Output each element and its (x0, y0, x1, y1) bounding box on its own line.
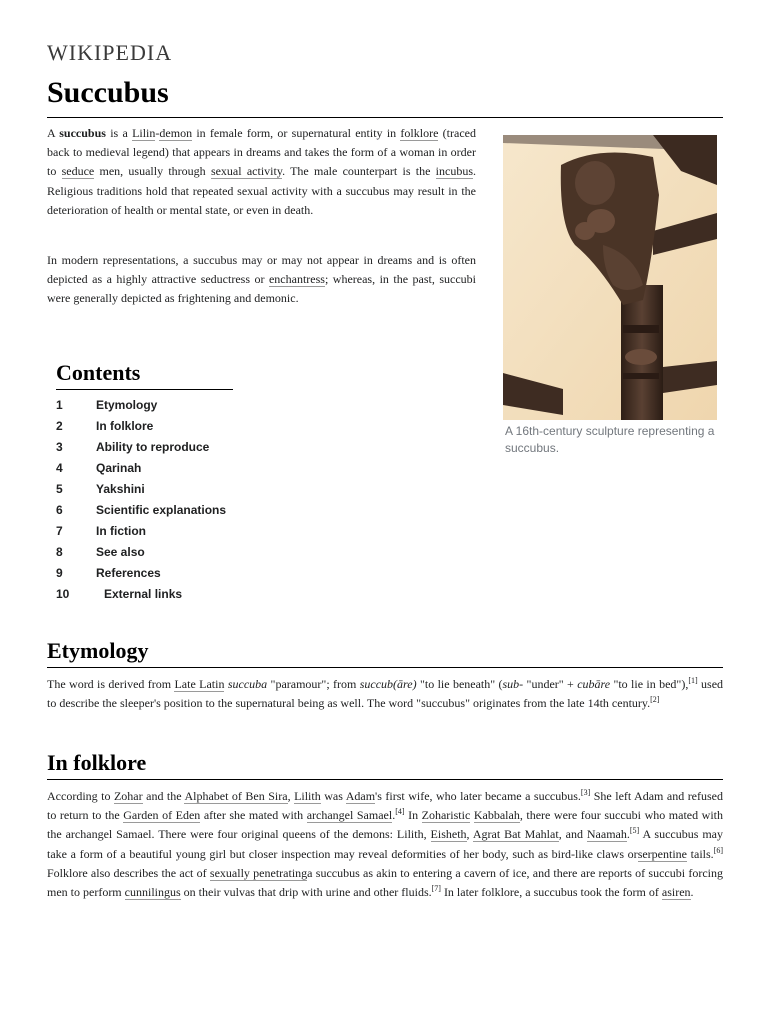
article-link[interactable]: seduce (61, 164, 95, 179)
article-link[interactable]: enchantress (268, 272, 325, 287)
section-heading-folklore: In folklore (47, 750, 147, 775)
page-title: Succubus (47, 76, 169, 109)
article-link[interactable]: Alphabet of Ben Sira (184, 789, 288, 803)
text-run: "to lie beneath" ( (416, 677, 503, 691)
citation-link[interactable]: [2] (650, 695, 660, 705)
text-run: ; whereas, in the past, succubi were generally depicted as frightening and demonic. (47, 272, 477, 306)
text-run: tails. (687, 846, 714, 861)
section-heading-etymology: Etymology (47, 638, 149, 663)
citation-link[interactable]: [3] (580, 788, 591, 797)
contents-divider (56, 389, 233, 390)
bold-term: succubus (59, 126, 106, 140)
text-run: (traced back to medieval legend) that appears in dreams and takes the form of a woman in order to (47, 126, 476, 179)
toc-item-label[interactable]: Yakshini (96, 482, 145, 496)
text-run: According to (47, 789, 114, 803)
text-run: men, usually through (94, 164, 211, 179)
article-link[interactable]: Adam (345, 789, 376, 803)
article-link[interactable]: Late Latin (174, 677, 225, 691)
toc-item-number: 7 (56, 524, 63, 538)
citation-link[interactable]: [4] (395, 807, 405, 817)
toc-item-label[interactable]: External links (104, 587, 183, 601)
toc-item-label[interactable]: References (96, 566, 161, 580)
succubus-sculpture-image[interactable] (503, 135, 717, 420)
text-run: - (155, 126, 160, 140)
text-run: , and (558, 827, 587, 842)
text-run: on their vulvas that drip with urine and other fluids. (180, 885, 432, 900)
italic-term: sub- (502, 677, 524, 691)
toc-item-number: 1 (56, 398, 63, 412)
text-run: "under" + (523, 677, 578, 691)
article-link[interactable]: asiren (661, 885, 691, 900)
text-run: 's first wife, who later became a succubus. (375, 789, 581, 803)
toc-item-number: 2 (56, 419, 63, 433)
folklore-paragraph (47, 787, 723, 902)
article-link[interactable]: Lilith (294, 789, 321, 803)
toc-item-number: 5 (56, 482, 63, 496)
text-run: A (47, 126, 60, 140)
italic-term: succub(āre) (359, 677, 417, 691)
intro-paragraph-2 (47, 251, 476, 309)
toc-item-number: 10 (56, 587, 70, 601)
toc-item-number: 8 (56, 545, 63, 559)
text-run: and the (142, 789, 185, 803)
article-link[interactable]: Lilin (132, 126, 156, 140)
article-link[interactable]: incubus (435, 164, 474, 179)
text-run: "to lie in bed"), (610, 677, 689, 691)
text-run: In (404, 808, 422, 823)
etymology-divider (47, 667, 723, 668)
toc-item-number: 6 (56, 503, 63, 517)
text-run: , there were four succubi who mated with the archangel Samael. There were four original queens of the demons: Lilith, (47, 808, 723, 842)
article-link[interactable]: Zohar (113, 789, 143, 803)
toc-item-label[interactable]: In folklore (96, 419, 154, 433)
citation-link[interactable]: [5] (629, 826, 640, 836)
toc-item-label[interactable]: Scientific explanations (96, 503, 227, 517)
article-link[interactable]: sexually penetrating (209, 865, 308, 880)
text-run: The word is derived from (47, 677, 175, 691)
article-link[interactable]: demon (159, 126, 193, 140)
text-run: She left Adam and refused to return to the (47, 789, 724, 823)
toc-item-label[interactable]: See also (96, 545, 145, 559)
text-run: "paramour"; from (267, 677, 360, 691)
text-run: . (690, 885, 694, 900)
article-link[interactable]: Kabbalah (473, 808, 520, 823)
etymology-paragraph (47, 675, 723, 713)
toc-item-label[interactable]: In fiction (96, 524, 146, 538)
text-run: A succubus may take a form of a beautiful young girl but closer inspection may reveal deformities of her body, such as bird-like claws or (47, 827, 724, 861)
text-run: is a (105, 126, 133, 140)
text-run: In modern representations, a succubus may or may not appear in dreams and is often depicted as a highly attractive seductress or (47, 253, 476, 287)
toc-item-label[interactable]: Ability to reproduce (96, 440, 210, 454)
toc-item-number: 3 (56, 440, 63, 454)
wikipedia-logo[interactable]: WIKIPEDIA (47, 40, 173, 65)
contents-heading: Contents (56, 360, 141, 385)
article-link[interactable]: Naamah (586, 827, 627, 842)
text-run: . The male counterpart is the (282, 164, 436, 179)
italic-term: succuba (227, 677, 268, 691)
citation-link[interactable]: [1] (688, 676, 698, 685)
text-run: after she mated with (200, 808, 307, 823)
toc-item-number: 9 (56, 566, 63, 580)
article-link[interactable]: cunnilingus (124, 885, 181, 900)
toc-item-number: 4 (56, 461, 63, 475)
intro-paragraph-1 (47, 124, 476, 220)
image-caption: A 16th-century sculpture representing a succubus. (505, 424, 715, 455)
text-run: , (287, 789, 295, 803)
folklore-divider (47, 779, 723, 780)
toc-item-label[interactable]: Qarinah (96, 461, 142, 475)
text-run: . Religious traditions hold that repeated sexual activity with a succubus may result in the deterioration of health or mental state, or even in death. (47, 164, 477, 217)
text-run: , (466, 827, 473, 842)
toc-item-label[interactable]: Etymology (96, 398, 158, 412)
article-link[interactable]: Zoharistic (421, 808, 471, 823)
citation-link[interactable]: [6] (713, 845, 724, 855)
article-link[interactable]: Garden of Eden (123, 808, 201, 823)
text-run: used to describe the sleeper's position to the supernatural being as well. The word "succubus" originates from the late 14th century. (47, 677, 724, 711)
article-link[interactable]: Eisheth (430, 827, 467, 842)
citation-link[interactable]: [7] (431, 884, 441, 894)
text-run: In later folklore, a succubus took the form of (440, 885, 662, 900)
article-link[interactable]: archangel Samael (306, 808, 393, 823)
article-link[interactable]: sexual activity (210, 164, 283, 179)
text-run: a succubus as akin to entering a cavern of ice, and there are reports of succubi forcing men to perform (47, 865, 724, 900)
title-divider (47, 117, 723, 118)
text-run: . (626, 827, 630, 842)
article-link[interactable]: serpentine (637, 846, 687, 861)
text-run: in female form, or supernatural entity in (192, 126, 401, 140)
text-run: was (320, 789, 346, 803)
text-run: . (392, 808, 396, 823)
text-run: Folklore also describes the act of (47, 865, 210, 880)
italic-term: cubāre (577, 677, 611, 691)
article-link[interactable]: folklore (400, 126, 439, 140)
article-link[interactable]: Agrat Bat Mahlat (472, 827, 559, 842)
